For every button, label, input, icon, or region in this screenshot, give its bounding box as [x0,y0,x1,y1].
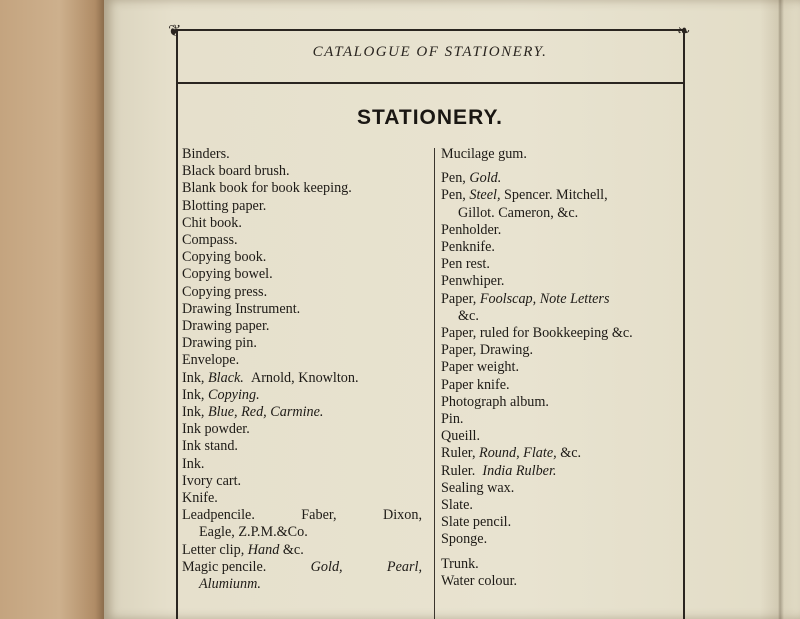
list-item: Ink. [182,455,205,472]
list-item: Envelope. [182,352,240,369]
list-item: Ruler. India Rulber. [441,462,557,479]
list-item: Magic pencile. Gold, Pearl, Alumiunm. [182,558,422,593]
list-item: Penknife. [441,239,495,256]
list-item: Slate. [441,497,473,514]
list-item: Pen, Gold. [441,170,502,187]
list-item: Queill. [441,428,481,445]
list-item: Sponge. [441,531,488,548]
list-item: Drawing Instrument. [182,300,301,317]
list-item: Chit book. [182,214,242,231]
left-flourish-ornament: ❦ [168,23,182,40]
list-item: Letter clip, Hand &c. [182,541,304,558]
list-item: Blotting paper. [182,197,267,214]
column-divider [434,148,435,619]
list-item: Drawing paper. [182,318,270,335]
list-item: Water colour. [441,572,518,589]
right-column [441,146,683,590]
left-column [182,146,426,593]
page-fold [760,0,800,619]
list-item: Knife. [182,490,218,507]
list-item: Black board brush. [182,163,290,180]
list-item: Ink powder. [182,421,250,438]
list-item: Paper, Foolscap, Note Letters &c. [441,290,610,324]
list-item: Ink, Copying. [182,386,260,403]
right-flourish-ornament: ❧ [677,23,691,40]
list-item: Compass. [182,232,238,249]
header-divider-rule [176,82,684,84]
list-item: Paper knife. [441,376,510,393]
list-item: Slate pencil. [441,514,512,531]
top-border-rule [176,29,684,31]
list-item: Drawing pin. [182,335,257,352]
list-item: Paper, Drawing. [441,342,534,359]
list-item: Binders. [182,146,230,162]
section-title: STATIONERY. [357,106,503,129]
list-item: Sealing wax. [441,479,515,496]
list-item: Mucilage gum. [441,146,527,162]
list-item: Pen, Steel, Spencer. Mitchell, Gillot. Cameron, &c. [441,187,608,221]
list-item: Photograph album. [441,393,549,410]
list-item: Leadpencile. Faber, Dixon, Eagle, Z.P.M.&Co. [182,507,422,541]
list-item: Penwhiper. [441,273,505,290]
list-item: Pin. [441,411,464,428]
list-item: Ruler, Round, Flate, &c. [441,445,582,462]
list-item: Copying press. [182,283,268,300]
list-item: Ink, Blue, Red, Carmine. [182,404,324,421]
list-item: Ink stand. [182,438,238,455]
book-edge [0,0,108,619]
list-item: Paper weight. [441,359,520,376]
running-head: CATALOGUE OF STATIONERY. [312,44,548,60]
list-item: Paper, ruled for Bookkeeping &c. [441,325,633,342]
list-item: Ink, Black. Arnold, Knowlton. [182,369,359,386]
list-item: Copying book. [182,249,267,266]
list-item: Pen rest. [441,256,490,273]
list-item: Trunk. [441,555,479,572]
list-item: Copying bowel. [182,266,273,283]
list-item: Blank book for book keeping. [182,180,352,197]
list-item: Ivory cart. [182,472,242,489]
list-item: Penholder. [441,221,502,238]
